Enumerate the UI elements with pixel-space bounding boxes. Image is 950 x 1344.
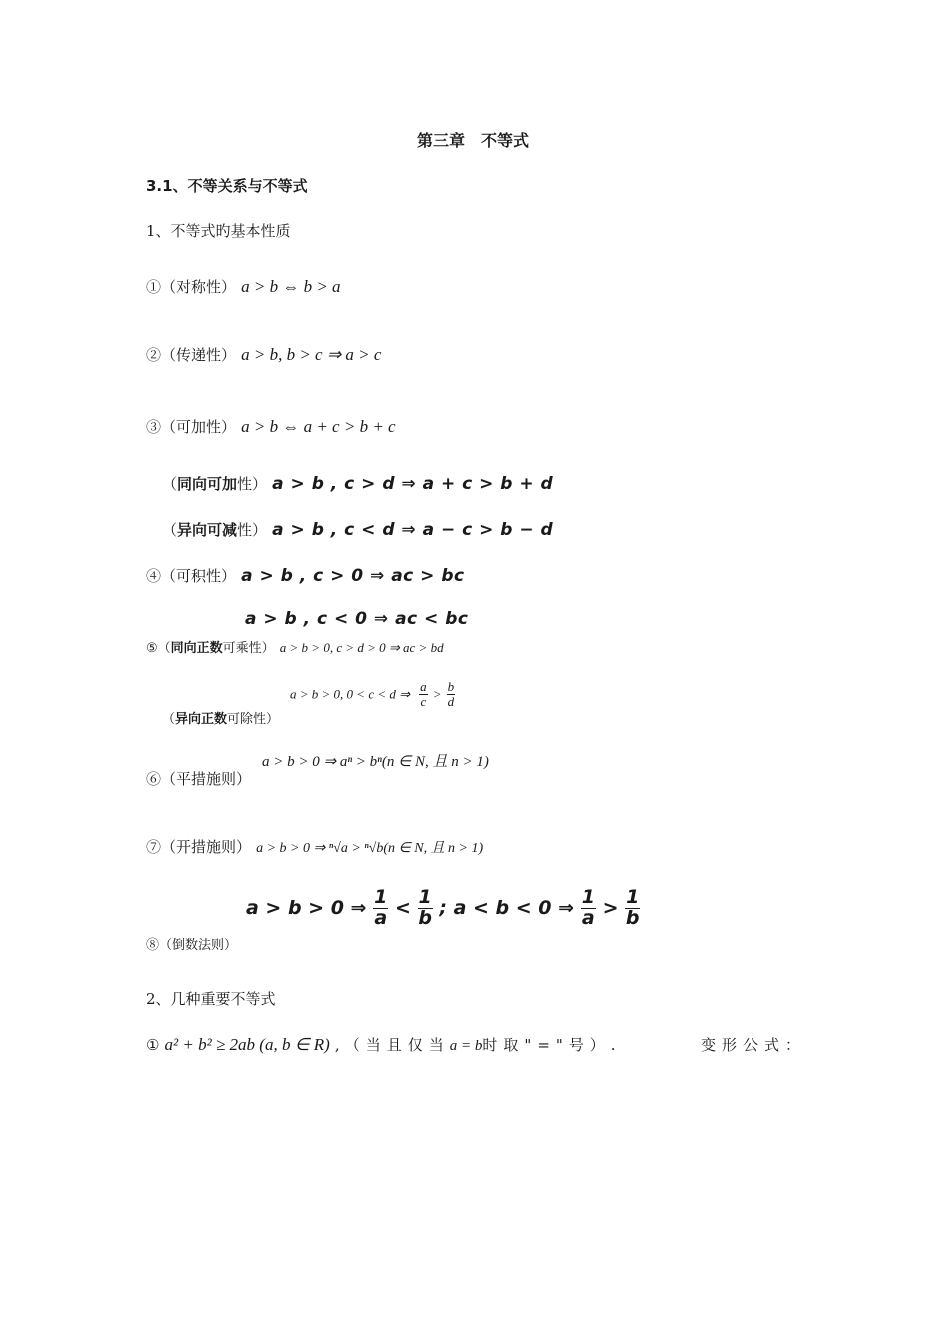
formula: a > b, b > c ⇒ a > c bbox=[241, 345, 382, 364]
section-title: 3.1、不等关系与不等式 bbox=[146, 177, 308, 195]
property-additive bbox=[146, 416, 396, 437]
fraction: $\frac{1}{a}$ bbox=[374, 886, 388, 929]
formula: a > b > 0 ⇒ ⁿ√a > ⁿ√b(n ∈ N, 且 n > 1) bbox=[256, 841, 484, 856]
formula: a > b ⇔ a + c > b + c bbox=[241, 417, 396, 436]
property-positive-divide-label: （异向正数可除性） bbox=[162, 712, 280, 727]
property-label: ①（对称性） bbox=[146, 278, 237, 296]
formula: a > b > 0, c > d > 0 ⇒ ac > bd bbox=[279, 640, 444, 655]
formula: a² + b² ≥ 2ab (a, b ∈ R) bbox=[164, 1035, 330, 1054]
property-label: （同向可加性） bbox=[162, 475, 268, 493]
formula-text: a > b > 0 ⇒ bbox=[246, 896, 367, 919]
property-label: ⑤（同向正数可乘性） bbox=[146, 641, 275, 656]
formula: a > b , c > 0 ⇒ ac > bc bbox=[241, 566, 465, 586]
fraction: $\frac{b}{d}$ bbox=[447, 679, 455, 709]
property-label: ③（可加性） bbox=[146, 418, 237, 436]
gt-sign: > bbox=[602, 896, 619, 919]
property-power-label: ⑥（平措施则） bbox=[146, 770, 252, 788]
part1-title: 1、不等式旳基本性质 bbox=[146, 222, 291, 240]
chapter-title: 第三章 不等式 bbox=[417, 131, 530, 150]
property-positive-multiply bbox=[146, 637, 444, 656]
property-root bbox=[146, 836, 483, 857]
property-opposite-direction-subtract bbox=[162, 519, 553, 540]
condition-note: （当且仅当a = b时取"="号）. bbox=[344, 1036, 622, 1054]
lt-sign: < bbox=[394, 896, 411, 919]
formula: a > b , c > d ⇒ a + c > b + d bbox=[272, 474, 554, 494]
inequality-label: ① bbox=[146, 1036, 160, 1054]
formula: a > b ⇔ b > a bbox=[241, 277, 341, 296]
inequality-am-gm bbox=[146, 1034, 806, 1055]
gt-sign: > bbox=[432, 686, 442, 702]
property-transitive bbox=[146, 344, 381, 365]
fraction: $\frac{1}{b}$ bbox=[625, 886, 640, 929]
variant-label: 变形公式： bbox=[700, 1036, 806, 1054]
fraction: $\frac{1}{b}$ bbox=[418, 886, 432, 929]
fraction: $\frac{a}{c}$ bbox=[420, 679, 427, 709]
property-same-direction-add bbox=[162, 473, 553, 494]
formula-power: a > b > 0 ⇒ aⁿ > bⁿ(n ∈ N, 且 n > 1) bbox=[262, 754, 489, 770]
property-label: ②（传递性） bbox=[146, 346, 237, 364]
formula-reciprocal bbox=[246, 888, 640, 929]
fraction: $\frac{1}{a}$ bbox=[581, 886, 595, 929]
property-label: ④（可积性） bbox=[146, 567, 237, 585]
property-multiplicative bbox=[146, 565, 465, 586]
formula: a > b , c < d ⇒ a − c > b − d bbox=[272, 520, 554, 540]
formula-text: a > b > 0, 0 < c < d ⇒ bbox=[290, 686, 411, 702]
part2-title: 2、几种重要不等式 bbox=[146, 990, 276, 1008]
property-label: （异向可减性） bbox=[162, 521, 268, 539]
comma: , bbox=[334, 1036, 340, 1054]
formula-text: ; a < b < 0 ⇒ bbox=[439, 896, 575, 919]
property-symmetry bbox=[146, 276, 341, 297]
property-reciprocal-label: ⑧（倒数法则） bbox=[146, 938, 238, 953]
property-label: ⑦（开措施则） bbox=[146, 838, 252, 856]
formula-multiplicative-negative: a > b , c < 0 ⇒ ac < bc bbox=[245, 609, 469, 629]
formula-positive-divide bbox=[290, 680, 455, 708]
